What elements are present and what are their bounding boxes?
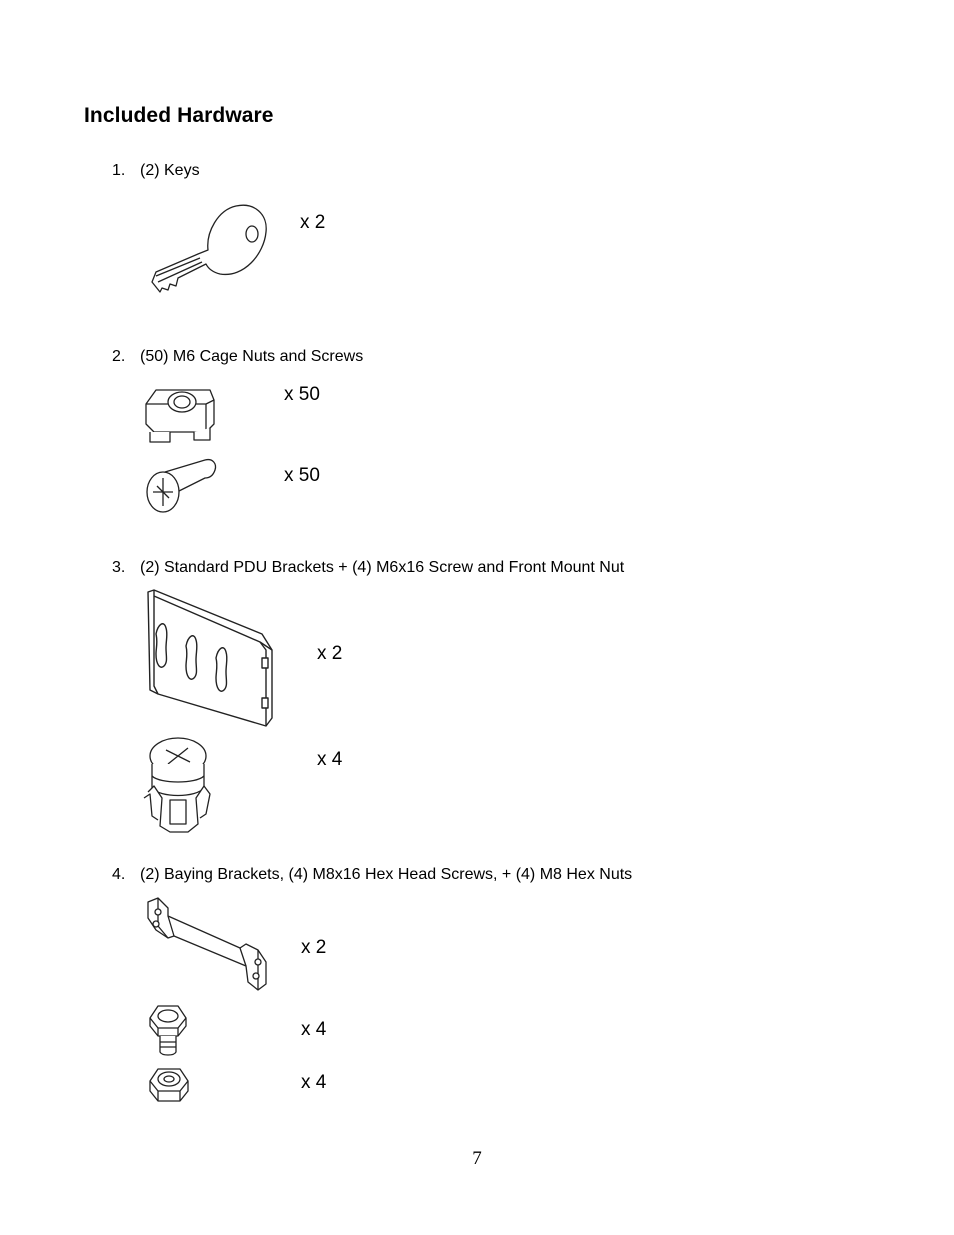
quantity-label: x 2 [300, 212, 326, 233]
item-label: (50) M6 Cage Nuts and Screws [140, 348, 364, 365]
key-icon [148, 202, 270, 294]
list-item-baying-brackets [112, 866, 632, 884]
cage-nut-icon [144, 386, 218, 446]
m6-screw-icon [143, 456, 217, 514]
quantity-label: x 4 [317, 749, 343, 770]
section-title: Included Hardware [84, 104, 274, 127]
item-number: 4. [112, 866, 126, 883]
list-item-cage-nuts [112, 348, 363, 366]
front-mount-nut-screw-icon [140, 736, 216, 834]
baying-bracket-icon [146, 896, 270, 994]
quantity-label: x 50 [284, 465, 320, 486]
item-number: 1. [112, 162, 126, 179]
item-number: 2. [112, 348, 126, 365]
list-item-pdu-brackets [112, 559, 624, 577]
quantity-label: x 4 [301, 1072, 327, 1093]
list-item-keys [112, 162, 200, 180]
item-label: (2) Keys [140, 162, 200, 179]
hex-head-screw-icon [146, 1002, 190, 1058]
item-label: (2) Baying Brackets, (4) M8x16 Hex Head Screws, + (4) M8 Hex Nuts [140, 866, 633, 883]
hex-nut-icon [146, 1065, 192, 1105]
item-number: 3. [112, 559, 126, 576]
item-label: (2) Standard PDU Brackets + (4) M6x16 Screw and Front Mount Nut [140, 559, 625, 576]
quantity-label: x 2 [301, 937, 327, 958]
pdu-bracket-icon [144, 590, 276, 728]
quantity-label: x 50 [284, 384, 320, 405]
page-number: 7 [472, 1148, 482, 1169]
quantity-label: x 2 [317, 643, 343, 664]
quantity-label: x 4 [301, 1019, 327, 1040]
